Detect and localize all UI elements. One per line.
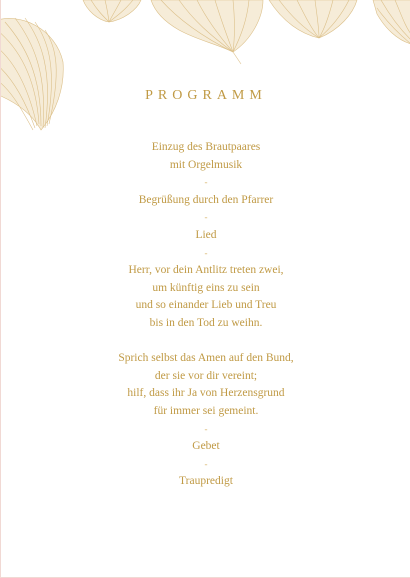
program-item-gebet: Gebet	[192, 440, 220, 453]
stanza-gap	[1, 333, 410, 351]
ginkgo-leaf-left	[1, 18, 63, 130]
verse-1-line-1: Herr, vor dein Antlitz treten zwei,	[128, 264, 284, 277]
program-item-traupredigt: Traupredigt	[179, 475, 233, 488]
verse-2-line-1: Sprich selbst das Amen auf den Bund,	[118, 352, 294, 365]
program-title: PROGRAMM	[145, 88, 267, 103]
verse-2-line-4: für immer sei gemeint.	[153, 404, 259, 417]
ginkgo-leaves-decoration	[1, 0, 410, 140]
verse-2-line-2: der sie vor dir vereint;	[154, 369, 258, 382]
verse-2-line-3: hilf, dass ihr Ja von Herzensgrund	[127, 387, 285, 400]
program-item-begruessung: Begrüßung durch den Pfarrer	[138, 193, 274, 206]
program-list	[1, 139, 410, 491]
ginkgo-leaf-top-left	[83, 0, 141, 22]
verse-1-line-2: um künftig eins zu sein	[152, 281, 260, 294]
verse-1-line-3: und so einander Lieb und Treu	[135, 299, 277, 312]
program-item-einzug-line-2: mit Orgelmusik	[169, 158, 243, 171]
ginkgo-leaf-top-center	[151, 0, 263, 64]
verse-1-line-4: bis in den Tod zu weihn.	[149, 316, 263, 329]
program-item-einzug-line-1: Einzug des Brautpaares	[151, 141, 261, 153]
separator: -	[204, 212, 208, 223]
separator: -	[204, 177, 208, 188]
separator: -	[204, 247, 208, 258]
separator: -	[204, 458, 208, 469]
separator: -	[204, 423, 208, 434]
ginkgo-leaf-far-right	[373, 0, 410, 44]
ginkgo-leaf-top-right	[269, 0, 357, 38]
program-item-lied: Lied	[195, 228, 217, 241]
